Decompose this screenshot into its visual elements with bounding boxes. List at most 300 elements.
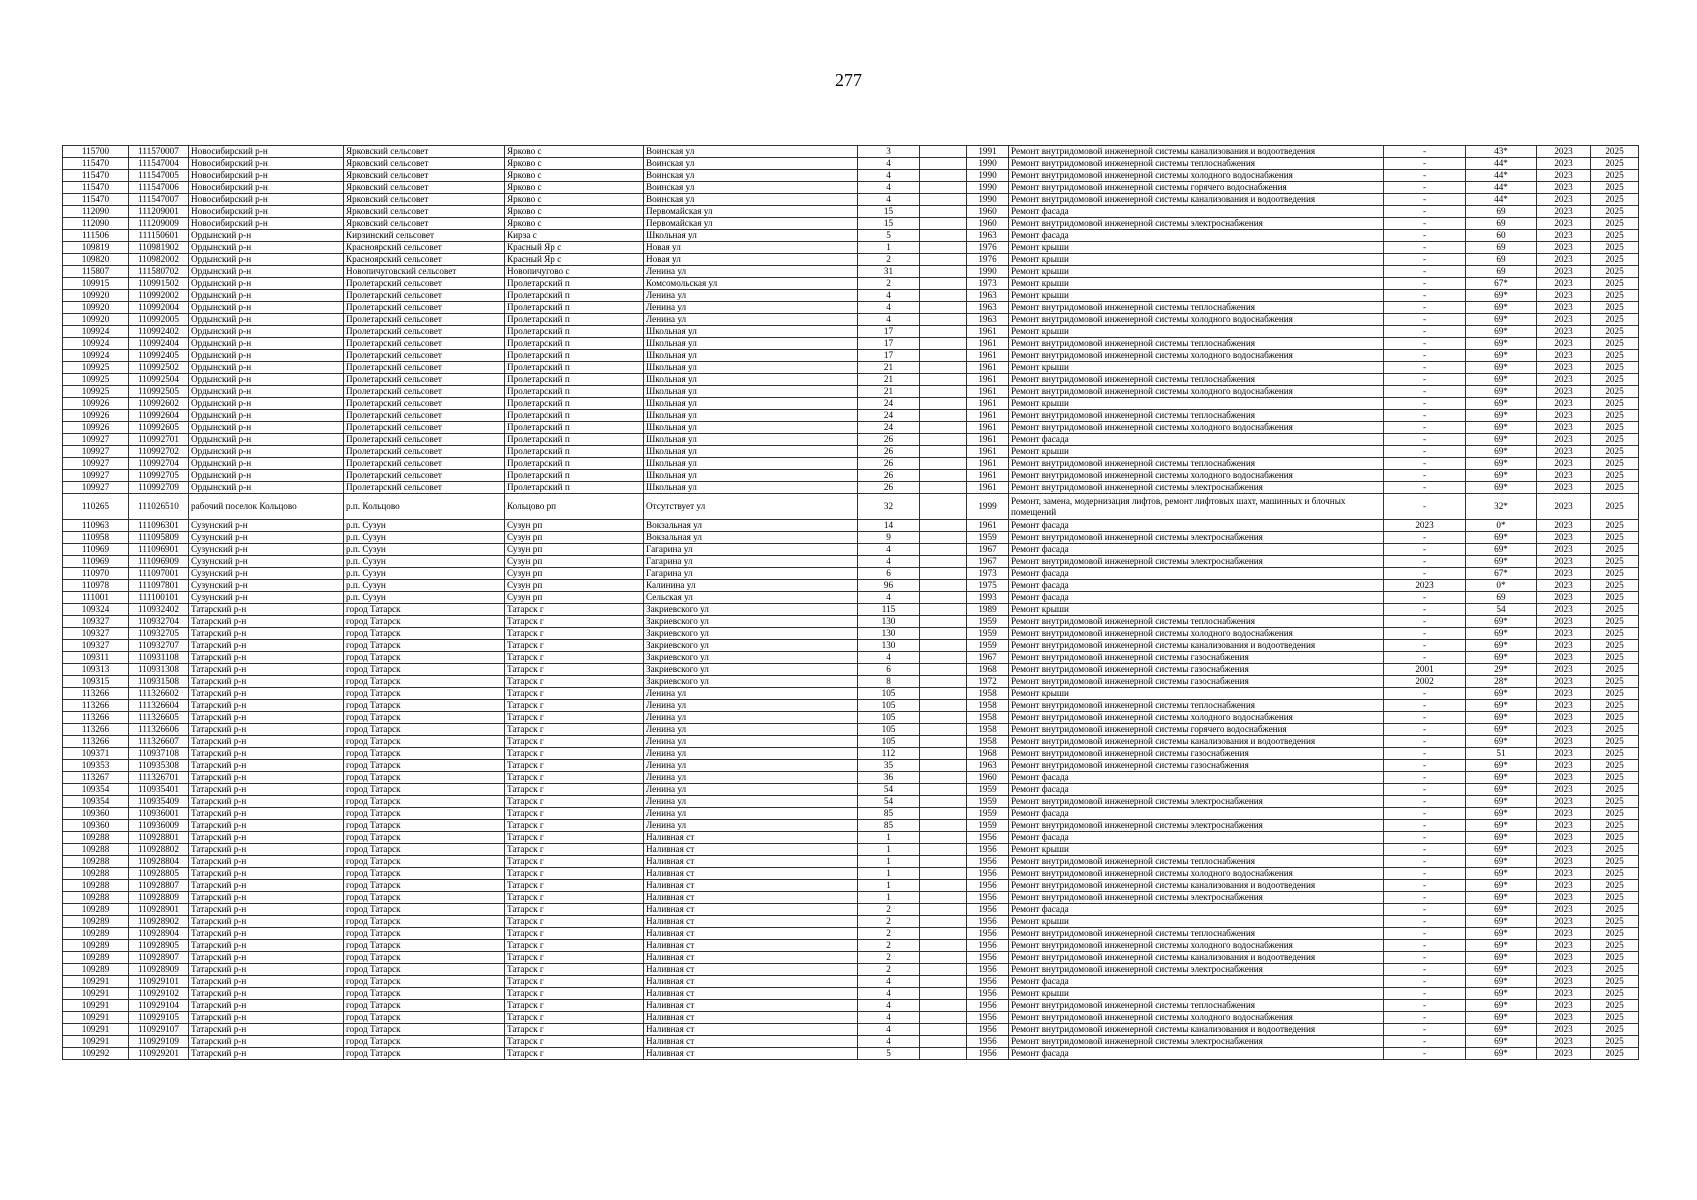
table-row [63,326,1639,338]
building-cell [920,568,967,580]
building-cell [920,796,967,808]
year-built-cell: 1993 [967,592,1009,604]
municipality-cell: город Татарск [344,1012,505,1024]
last-repair-year-cell: - [1384,1048,1466,1060]
district-cell: Ордынский р-н [189,434,344,446]
house-id-cell: 111506 [63,230,129,242]
house-number-cell: 5 [858,230,920,242]
building-cell [920,964,967,976]
building-cell [920,544,967,556]
last-repair-year-cell: - [1384,314,1466,326]
house-number-cell: 4 [858,652,920,664]
house-id-cell: 109315 [63,676,129,688]
plan-end-year-cell: 2025 [1591,772,1639,784]
work-type-cell: Ремонт фасада [1009,568,1384,580]
district-cell: Татарский р-н [189,700,344,712]
building-cell [920,230,967,242]
year-built-cell: 1959 [967,616,1009,628]
last-repair-year-cell: - [1384,808,1466,820]
house-id-cell: 109371 [63,748,129,760]
plan-start-year-cell: 2023 [1537,338,1591,350]
street-cell: Наливная ст [644,988,858,1000]
settlement-cell: Татарск г [505,724,644,736]
table-row [63,1048,1639,1060]
plan-end-year-cell: 2025 [1591,242,1639,254]
building-cell [920,592,967,604]
house-number-cell: 4 [858,1024,920,1036]
plan-end-year-cell: 2025 [1591,832,1639,844]
work-id-cell: 110928907 [129,952,189,964]
house-number-cell: 26 [858,458,920,470]
last-repair-year-cell: - [1384,712,1466,724]
street-cell: Наливная ст [644,856,858,868]
work-id-cell: 110929104 [129,1000,189,1012]
district-cell: Новосибирский р-н [189,158,344,170]
wear-percent-cell: 69* [1466,532,1537,544]
wear-percent-cell: 69* [1466,446,1537,458]
last-repair-year-cell: - [1384,844,1466,856]
year-built-cell: 1956 [967,892,1009,904]
work-type-cell: Ремонт внутридомовой инженерной системы холодного водоснабжения [1009,422,1384,434]
building-cell [920,880,967,892]
house-id-cell: 109288 [63,868,129,880]
plan-end-year-cell: 2025 [1591,892,1639,904]
street-cell: Наливная ст [644,892,858,904]
house-id-cell: 112090 [63,206,129,218]
table-row [63,230,1639,242]
house-number-cell: 1 [858,880,920,892]
wear-percent-cell: 44* [1466,182,1537,194]
plan-start-year-cell: 2023 [1537,146,1591,158]
settlement-cell: Кирза с [505,230,644,242]
building-cell [920,580,967,592]
street-cell: Ленина ул [644,796,858,808]
street-cell: Вокзальная ул [644,532,858,544]
house-id-cell: 115807 [63,266,129,278]
last-repair-year-cell: - [1384,242,1466,254]
last-repair-year-cell: - [1384,1000,1466,1012]
last-repair-year-cell: - [1384,182,1466,194]
work-id-cell: 110928802 [129,844,189,856]
plan-start-year-cell: 2023 [1537,410,1591,422]
wear-percent-cell: 60 [1466,230,1537,242]
work-type-cell: Ремонт внутридомовой инженерной системы электроснабжения [1009,796,1384,808]
table-row [63,808,1639,820]
year-built-cell: 1990 [967,158,1009,170]
street-cell: Ленина ул [644,760,858,772]
house-id-cell: 109924 [63,338,129,350]
house-number-cell: 15 [858,206,920,218]
municipality-cell: город Татарск [344,952,505,964]
plan-end-year-cell: 2025 [1591,988,1639,1000]
work-id-cell: 110992404 [129,338,189,350]
building-cell [920,146,967,158]
year-built-cell: 1963 [967,314,1009,326]
table-row [63,398,1639,410]
building-cell [920,652,967,664]
wear-percent-cell: 29* [1466,664,1537,676]
plan-end-year-cell: 2025 [1591,868,1639,880]
street-cell: Наливная ст [644,880,858,892]
wear-percent-cell: 69* [1466,904,1537,916]
wear-percent-cell: 69* [1466,640,1537,652]
work-id-cell: 110932704 [129,616,189,628]
house-number-cell: 17 [858,338,920,350]
building-cell [920,302,967,314]
house-id-cell: 109924 [63,326,129,338]
last-repair-year-cell: 2023 [1384,580,1466,592]
street-cell: Школьная ул [644,338,858,350]
work-type-cell: Ремонт внутридомовой инженерной системы теплоснабжения [1009,458,1384,470]
work-id-cell: 110992701 [129,434,189,446]
wear-percent-cell: 69* [1466,760,1537,772]
table-row [63,652,1639,664]
district-cell: Сузунский р-н [189,592,344,604]
year-built-cell: 1956 [967,868,1009,880]
plan-end-year-cell: 2025 [1591,422,1639,434]
last-repair-year-cell: - [1384,568,1466,580]
district-cell: Ордынский р-н [189,338,344,350]
settlement-cell: Сузун рп [505,580,644,592]
work-type-cell: Ремонт внутридомовой инженерной системы теплоснабжения [1009,928,1384,940]
settlement-cell: Татарск г [505,988,644,1000]
district-cell: Татарский р-н [189,892,344,904]
work-id-cell: 111326701 [129,772,189,784]
plan-start-year-cell: 2023 [1537,580,1591,592]
year-built-cell: 1959 [967,640,1009,652]
wear-percent-cell: 69* [1466,880,1537,892]
house-id-cell: 111001 [63,592,129,604]
house-id-cell: 115700 [63,146,129,158]
plan-start-year-cell: 2023 [1537,374,1591,386]
year-built-cell: 1956 [967,1048,1009,1060]
year-built-cell: 1956 [967,976,1009,988]
house-number-cell: 36 [858,772,920,784]
street-cell: Школьная ул [644,470,858,482]
plan-start-year-cell: 2023 [1537,1024,1591,1036]
work-id-cell: 110981902 [129,242,189,254]
table-row [63,170,1639,182]
plan-end-year-cell: 2025 [1591,302,1639,314]
municipality-cell: город Татарск [344,916,505,928]
street-cell: Школьная ул [644,230,858,242]
municipality-cell: город Татарск [344,712,505,724]
year-built-cell: 1959 [967,532,1009,544]
plan-end-year-cell: 2025 [1591,254,1639,266]
district-cell: рабочий поселок Кольцово [189,494,344,520]
work-type-cell: Ремонт внутридомовой инженерной системы холодного водоснабжения [1009,470,1384,482]
municipality-cell: город Татарск [344,760,505,772]
plan-end-year-cell: 2025 [1591,964,1639,976]
house-id-cell: 109354 [63,784,129,796]
table-row [63,266,1639,278]
work-type-cell: Ремонт внутридомовой инженерной системы канализования и водоотведения [1009,880,1384,892]
work-type-cell: Ремонт фасада [1009,206,1384,218]
settlement-cell: Сузун рп [505,532,644,544]
municipality-cell: Пролетарский сельсовет [344,410,505,422]
wear-percent-cell: 69* [1466,326,1537,338]
street-cell: Гагарина ул [644,544,858,556]
plan-start-year-cell: 2023 [1537,748,1591,760]
work-id-cell: 110935308 [129,760,189,772]
last-repair-year-cell: - [1384,290,1466,302]
table-row [63,964,1639,976]
house-id-cell: 109289 [63,904,129,916]
last-repair-year-cell: - [1384,1024,1466,1036]
table-row [63,772,1639,784]
settlement-cell: Сузун рп [505,544,644,556]
table-row [63,206,1639,218]
building-cell [920,892,967,904]
work-type-cell: Ремонт крыши [1009,688,1384,700]
settlement-cell: Татарск г [505,664,644,676]
table-row [63,470,1639,482]
house-number-cell: 32 [858,494,920,520]
work-id-cell: 111547005 [129,170,189,182]
work-id-cell: 110937108 [129,748,189,760]
work-id-cell: 111096909 [129,556,189,568]
plan-end-year-cell: 2025 [1591,278,1639,290]
municipality-cell: город Татарск [344,976,505,988]
plan-end-year-cell: 2025 [1591,446,1639,458]
settlement-cell: Татарск г [505,1036,644,1048]
plan-end-year-cell: 2025 [1591,158,1639,170]
last-repair-year-cell: - [1384,194,1466,206]
table-row [63,664,1639,676]
building-cell [920,1000,967,1012]
work-id-cell: 110932705 [129,628,189,640]
table-row [63,724,1639,736]
work-type-cell: Ремонт внутридомовой инженерной системы теплоснабжения [1009,856,1384,868]
street-cell: Ленина ул [644,748,858,760]
street-cell: Наливная ст [644,1048,858,1060]
work-id-cell: 110928807 [129,880,189,892]
work-type-cell: Ремонт фасада [1009,230,1384,242]
district-cell: Татарский р-н [189,604,344,616]
table-row [63,580,1639,592]
building-cell [920,434,967,446]
street-cell: Наливная ст [644,1012,858,1024]
house-id-cell: 109820 [63,254,129,266]
last-repair-year-cell: - [1384,374,1466,386]
work-id-cell: 110936001 [129,808,189,820]
year-built-cell: 1972 [967,676,1009,688]
last-repair-year-cell: - [1384,556,1466,568]
street-cell: Закриевского ул [644,604,858,616]
house-id-cell: 109289 [63,928,129,940]
last-repair-year-cell: - [1384,230,1466,242]
district-cell: Новосибирский р-н [189,218,344,230]
house-id-cell: 113266 [63,712,129,724]
plan-start-year-cell: 2023 [1537,266,1591,278]
wear-percent-cell: 69 [1466,592,1537,604]
house-number-cell: 24 [858,398,920,410]
municipality-cell: город Татарск [344,1000,505,1012]
table-row [63,928,1639,940]
last-repair-year-cell: - [1384,422,1466,434]
table-row [63,278,1639,290]
table-row [63,544,1639,556]
building-cell [920,712,967,724]
plan-start-year-cell: 2023 [1537,796,1591,808]
district-cell: Ордынский р-н [189,314,344,326]
municipality-cell: Пролетарский сельсовет [344,386,505,398]
last-repair-year-cell: - [1384,1012,1466,1024]
year-built-cell: 1956 [967,1036,1009,1048]
year-built-cell: 1956 [967,916,1009,928]
table-row [63,592,1639,604]
district-cell: Татарский р-н [189,688,344,700]
street-cell: Наливная ст [644,1000,858,1012]
district-cell: Татарский р-н [189,928,344,940]
municipality-cell: Пролетарский сельсовет [344,434,505,446]
street-cell: Наливная ст [644,940,858,952]
year-built-cell: 1959 [967,784,1009,796]
plan-end-year-cell: 2025 [1591,326,1639,338]
district-cell: Ордынский р-н [189,446,344,458]
plan-end-year-cell: 2025 [1591,494,1639,520]
table-row [63,158,1639,170]
table-row [63,434,1639,446]
table-row [63,904,1639,916]
wear-percent-cell: 69* [1466,1024,1537,1036]
last-repair-year-cell: - [1384,398,1466,410]
year-built-cell: 1963 [967,760,1009,772]
house-number-cell: 130 [858,628,920,640]
municipality-cell: город Татарск [344,1036,505,1048]
year-built-cell: 1961 [967,482,1009,494]
district-cell: Татарский р-н [189,880,344,892]
municipality-cell: Пролетарский сельсовет [344,290,505,302]
work-type-cell: Ремонт внутридомовой инженерной системы газоснабжения [1009,748,1384,760]
house-number-cell: 2 [858,254,920,266]
year-built-cell: 1973 [967,568,1009,580]
page-number: 277 [835,70,862,90]
municipality-cell: город Татарск [344,796,505,808]
building-cell [920,242,967,254]
house-id-cell: 113267 [63,772,129,784]
work-type-cell: Ремонт внутридомовой инженерной системы электроснабжения [1009,820,1384,832]
table-body [63,146,1639,1060]
work-type-cell: Ремонт крыши [1009,398,1384,410]
plan-end-year-cell: 2025 [1591,904,1639,916]
street-cell: Школьная ул [644,386,858,398]
plan-start-year-cell: 2023 [1537,182,1591,194]
municipality-cell: город Татарск [344,928,505,940]
table-row [63,242,1639,254]
work-type-cell: Ремонт крыши [1009,254,1384,266]
work-type-cell: Ремонт внутридомовой инженерной системы горячего водоснабжения [1009,182,1384,194]
year-built-cell: 1961 [967,446,1009,458]
municipality-cell: город Татарск [344,820,505,832]
district-cell: Татарский р-н [189,796,344,808]
house-id-cell: 109327 [63,616,129,628]
plan-start-year-cell: 2023 [1537,1036,1591,1048]
settlement-cell: Татарск г [505,1012,644,1024]
wear-percent-cell: 69* [1466,724,1537,736]
settlement-cell: Татарск г [505,604,644,616]
work-id-cell: 110992604 [129,410,189,422]
municipality-cell: город Татарск [344,808,505,820]
municipality-cell: город Татарск [344,988,505,1000]
table-row [63,1024,1639,1036]
year-built-cell: 1967 [967,556,1009,568]
building-cell [920,916,967,928]
house-number-cell: 1 [858,892,920,904]
work-id-cell: 110929201 [129,1048,189,1060]
last-repair-year-cell: - [1384,928,1466,940]
house-id-cell: 113266 [63,724,129,736]
building-cell [920,808,967,820]
house-id-cell: 115470 [63,170,129,182]
house-number-cell: 26 [858,470,920,482]
wear-percent-cell: 32* [1466,494,1537,520]
house-id-cell: 109819 [63,242,129,254]
house-number-cell: 54 [858,796,920,808]
year-built-cell: 1956 [967,844,1009,856]
plan-start-year-cell: 2023 [1537,736,1591,748]
municipality-cell: город Татарск [344,748,505,760]
street-cell: Ленина ул [644,314,858,326]
settlement-cell: Татарск г [505,868,644,880]
plan-end-year-cell: 2025 [1591,410,1639,422]
wear-percent-cell: 69 [1466,266,1537,278]
wear-percent-cell: 43* [1466,146,1537,158]
work-id-cell: 111547004 [129,158,189,170]
work-type-cell: Ремонт внутридомовой инженерной системы холодного водоснабжения [1009,712,1384,724]
work-id-cell: 110992502 [129,362,189,374]
district-cell: Татарский р-н [189,916,344,928]
plan-end-year-cell: 2025 [1591,290,1639,302]
house-number-cell: 17 [858,350,920,362]
plan-end-year-cell: 2025 [1591,664,1639,676]
building-cell [920,736,967,748]
district-cell: Татарский р-н [189,664,344,676]
table-row [63,892,1639,904]
plan-end-year-cell: 2025 [1591,218,1639,230]
work-id-cell: 110929101 [129,976,189,988]
work-id-cell: 110992004 [129,302,189,314]
work-id-cell: 111326607 [129,736,189,748]
municipality-cell: Новопичуговский сельсовет [344,266,505,278]
building-cell [920,724,967,736]
last-repair-year-cell: - [1384,532,1466,544]
building-cell [920,1048,967,1060]
year-built-cell: 1959 [967,820,1009,832]
wear-percent-cell: 67* [1466,278,1537,290]
year-built-cell: 1990 [967,194,1009,206]
settlement-cell: Татарск г [505,748,644,760]
district-cell: Новосибирский р-н [189,146,344,158]
work-type-cell: Ремонт внутридомовой инженерной системы холодного водоснабжения [1009,940,1384,952]
settlement-cell: Татарск г [505,952,644,964]
table-row [63,182,1639,194]
municipality-cell: Ярковский сельсовет [344,218,505,230]
work-type-cell: Ремонт фасада [1009,580,1384,592]
year-built-cell: 1958 [967,700,1009,712]
street-cell: Гагарина ул [644,568,858,580]
plan-start-year-cell: 2023 [1537,1000,1591,1012]
work-type-cell: Ремонт внутридомовой инженерной системы холодного водоснабжения [1009,170,1384,182]
municipality-cell: город Татарск [344,628,505,640]
work-id-cell: 110992605 [129,422,189,434]
last-repair-year-cell: - [1384,904,1466,916]
house-id-cell: 109289 [63,940,129,952]
building-cell [920,748,967,760]
plan-end-year-cell: 2025 [1591,182,1639,194]
building-cell [920,988,967,1000]
building-cell [920,278,967,290]
